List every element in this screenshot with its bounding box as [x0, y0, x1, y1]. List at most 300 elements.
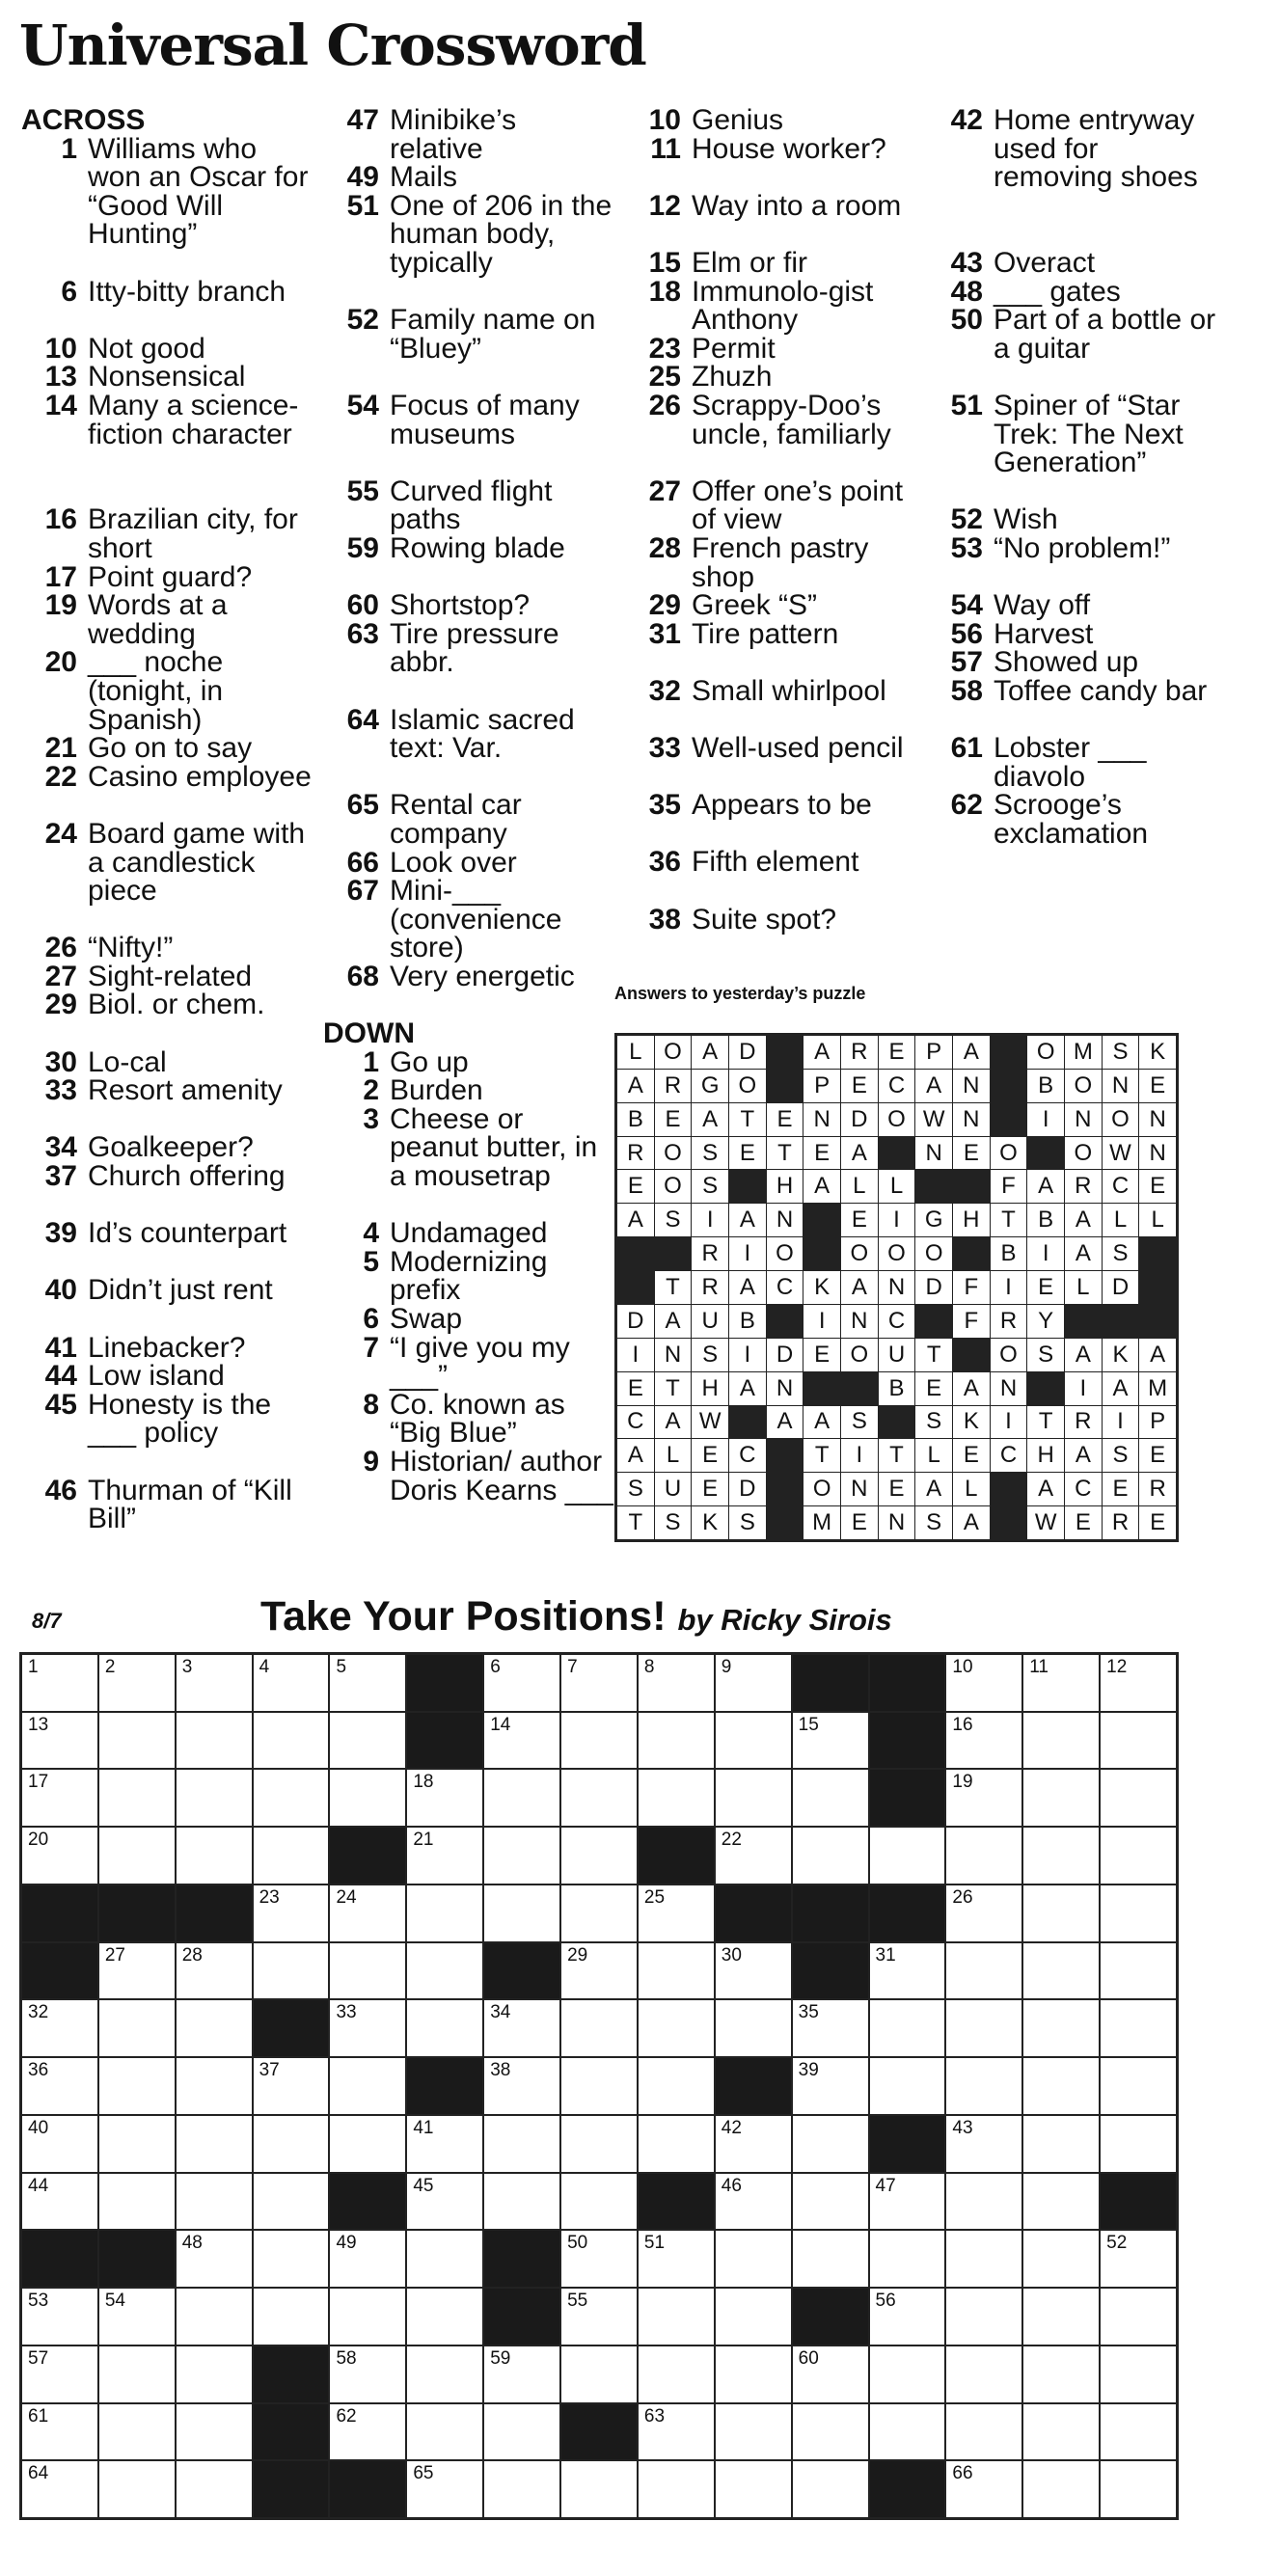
clue-number: 41	[44, 1331, 77, 1364]
grid-cell[interactable]	[99, 2404, 175, 2460]
grid-cell[interactable]	[484, 2116, 559, 2172]
grid-cell[interactable]	[99, 2346, 175, 2402]
answer-letter: N	[767, 1372, 803, 1405]
clue	[625, 674, 919, 734]
grid-cell[interactable]	[177, 2174, 252, 2230]
answer-letter: E	[1065, 1506, 1102, 1539]
grid-cell[interactable]	[99, 1655, 175, 1711]
grid-cell[interactable]	[330, 1655, 405, 1711]
answer-letter: L	[655, 1439, 692, 1472]
grid-cell[interactable]	[639, 1770, 714, 1826]
grid-cell[interactable]	[639, 2000, 714, 2056]
grid-cell[interactable]	[561, 2231, 637, 2287]
grid-cell[interactable]	[1101, 2116, 1176, 2172]
grid-cell[interactable]	[177, 2289, 252, 2345]
grid-cell[interactable]	[177, 2461, 252, 2517]
grid-cell[interactable]	[407, 1770, 482, 1826]
answer-black-square	[953, 1339, 990, 1371]
answer-black-square	[991, 1506, 1027, 1539]
grid-cell[interactable]	[716, 2116, 791, 2172]
grid-cell[interactable]	[407, 2116, 482, 2172]
grid-cell[interactable]	[639, 1943, 714, 1999]
grid-cell[interactable]	[484, 2404, 559, 2460]
grid-cell[interactable]	[561, 1770, 637, 1826]
grid-cell[interactable]	[484, 2000, 559, 2056]
grid-cell[interactable]	[22, 2058, 97, 2114]
grid-cell[interactable]	[561, 2289, 637, 2345]
cell-number: 63	[643, 2405, 666, 2427]
clue	[625, 332, 919, 365]
grid-cell[interactable]	[716, 1828, 791, 1884]
grid-cell[interactable]	[1023, 2000, 1099, 2056]
clue	[21, 1474, 315, 1535]
grid-cell[interactable]	[330, 1713, 405, 1769]
answer-black-square	[991, 1473, 1027, 1505]
grid-cell[interactable]	[254, 2058, 329, 2114]
grid-cell[interactable]	[484, 1713, 559, 1769]
clue-text: Zhuzh	[692, 361, 773, 393]
grid-cell[interactable]	[330, 2404, 405, 2460]
answer-letter: E	[729, 1137, 766, 1170]
grid-cell[interactable]	[793, 2461, 868, 2517]
clue-text: Not good	[88, 332, 205, 365]
grid-cell[interactable]	[407, 1828, 482, 1884]
answer-letter: B	[1027, 1204, 1064, 1236]
grid-cell[interactable]	[639, 1713, 714, 1769]
grid-cell[interactable]	[1023, 2174, 1099, 2230]
grid-cell[interactable]	[1101, 1885, 1176, 1941]
grid-cell[interactable]	[793, 2174, 868, 2230]
clue-column	[323, 106, 617, 1533]
black-square	[22, 1943, 97, 1999]
clue-number: 42	[950, 104, 983, 136]
grid-cell[interactable]	[946, 1770, 1021, 1826]
grid-cell[interactable]	[870, 2289, 945, 2345]
grid-cell[interactable]	[99, 2058, 175, 2114]
answer-letter: E	[953, 1439, 990, 1472]
grid-cell[interactable]	[870, 1943, 945, 1999]
clue	[323, 1448, 617, 1533]
grid-cell[interactable]	[561, 1885, 637, 1941]
grid-cell[interactable]	[330, 2346, 405, 2402]
grid-cell[interactable]	[639, 2058, 714, 2114]
clue-number: 11	[650, 132, 681, 165]
clue-text: Undamaged	[390, 1217, 548, 1250]
grid-cell[interactable]	[407, 2461, 482, 2517]
answer-letter: E	[953, 1137, 990, 1170]
answer-black-square	[915, 1305, 952, 1338]
grid-cell[interactable]	[870, 2231, 945, 2287]
grid-cell[interactable]	[1023, 2116, 1099, 2172]
black-square	[793, 2289, 868, 2345]
clue-text: Casino employee	[88, 760, 312, 793]
grid-cell[interactable]	[1101, 2058, 1176, 2114]
answer-letter: E	[841, 1204, 878, 1236]
answer-letter: B	[879, 1372, 915, 1405]
clue-number: 26	[44, 932, 77, 964]
grid-cell[interactable]	[561, 1828, 637, 1884]
grid-cell[interactable]	[793, 2058, 868, 2114]
grid-cell[interactable]	[330, 1770, 405, 1826]
grid-cell[interactable]	[254, 1828, 329, 1884]
grid-cell[interactable]	[793, 1770, 868, 1826]
grid-cell[interactable]	[793, 1828, 868, 1884]
clue	[927, 791, 1221, 848]
clue-number: 4	[363, 1217, 379, 1250]
grid-cell[interactable]	[22, 2174, 97, 2230]
grid-cell[interactable]	[1101, 2231, 1176, 2287]
grid-cell[interactable]	[639, 2289, 714, 2345]
grid-cell[interactable]	[177, 2346, 252, 2402]
grid-cell[interactable]	[254, 2174, 329, 2230]
grid-cell[interactable]	[793, 1713, 868, 1769]
grid-cell[interactable]	[1023, 1713, 1099, 1769]
grid-cell[interactable]	[1101, 2289, 1176, 2345]
cell-number: 10	[952, 1657, 973, 1677]
grid-cell[interactable]	[561, 2346, 637, 2402]
grid-cell[interactable]	[22, 1655, 97, 1711]
grid-cell[interactable]	[330, 2289, 405, 2345]
grid-cell[interactable]	[22, 1828, 97, 1884]
cell-number: 23	[259, 1886, 280, 1908]
grid-cell[interactable]	[484, 2346, 559, 2402]
grid-cell[interactable]	[639, 2346, 714, 2402]
grid-cell[interactable]	[330, 2231, 405, 2287]
answer-letter: N	[841, 1305, 878, 1338]
grid-cell[interactable]	[639, 2231, 714, 2287]
grid-cell[interactable]	[561, 1713, 637, 1769]
grid-cell[interactable]	[946, 2174, 1021, 2230]
cell-number: 44	[28, 2175, 49, 2196]
grid-cell[interactable]	[484, 2058, 559, 2114]
grid-cell[interactable]	[870, 2346, 945, 2402]
grid-cell[interactable]	[793, 2346, 868, 2402]
grid-cell[interactable]	[330, 1885, 405, 1941]
answer-letter: A	[1065, 1439, 1102, 1472]
clue-text: Islamic sacred text: Var.	[390, 703, 575, 765]
grid-cell[interactable]	[177, 1655, 252, 1711]
grid-cell[interactable]	[793, 2116, 868, 2172]
grid-cell[interactable]	[1023, 1655, 1099, 1711]
grid-cell[interactable]	[716, 2404, 791, 2460]
clue-number: 56	[950, 617, 983, 650]
grid-cell[interactable]	[484, 1655, 559, 1711]
clue-text: Modernizing prefix	[390, 1245, 548, 1307]
answer-letter: E	[879, 1036, 915, 1069]
cell-number: 3	[181, 1657, 193, 1677]
grid-cell[interactable]	[639, 2461, 714, 2517]
grid-cell[interactable]	[716, 1713, 791, 1769]
grid-cell[interactable]	[99, 1828, 175, 1884]
grid-cell[interactable]	[99, 1713, 175, 1769]
grid-cell[interactable]	[22, 1713, 97, 1769]
grid-cell[interactable]	[946, 1655, 1021, 1711]
answer-letter: S	[915, 1406, 952, 1439]
grid-cell[interactable]	[946, 2461, 1021, 2517]
grid-cell[interactable]	[1101, 1655, 1176, 1711]
grid-cell[interactable]	[946, 2231, 1021, 2287]
clue-number: 38	[648, 903, 681, 935]
grid-cell[interactable]	[870, 1828, 945, 1884]
answer-letter: N	[841, 1473, 878, 1505]
clue-text: Greek “S”	[692, 589, 818, 622]
grid-cell[interactable]	[946, 1713, 1021, 1769]
clue-number: 37	[44, 1160, 77, 1193]
grid-cell[interactable]	[177, 2231, 252, 2287]
grid-cell[interactable]	[793, 2404, 868, 2460]
grid-cell[interactable]	[1023, 2231, 1099, 2287]
grid-cell[interactable]	[946, 1943, 1021, 1999]
grid-cell[interactable]	[254, 1943, 329, 1999]
answer-letter: N	[1103, 1070, 1139, 1102]
grid-cell[interactable]	[177, 1770, 252, 1826]
grid-cell[interactable]	[870, 2000, 945, 2056]
clue-number: 60	[346, 589, 379, 622]
grid-cell[interactable]	[946, 2058, 1021, 2114]
clue	[927, 106, 1221, 249]
answer-letter: I	[729, 1339, 766, 1371]
grid-cell[interactable]	[330, 2058, 405, 2114]
grid-cell[interactable]	[1101, 1943, 1176, 1999]
answer-letter: I	[1065, 1372, 1102, 1405]
clue	[323, 1388, 617, 1450]
grid-cell[interactable]	[870, 2174, 945, 2230]
clue-text: Curved flight paths	[390, 475, 553, 536]
grid-cell[interactable]	[254, 2116, 329, 2172]
grid-cell[interactable]	[1023, 1885, 1099, 1941]
grid-cell[interactable]	[99, 2000, 175, 2056]
grid-cell[interactable]	[716, 2346, 791, 2402]
grid-cell[interactable]	[22, 1770, 97, 1826]
cell-number: 59	[490, 2347, 511, 2369]
clue-text: Family name on “Bluey”	[390, 304, 596, 365]
cell-number: 5	[336, 1657, 347, 1677]
answer-black-square	[991, 1036, 1027, 1069]
grid-cell[interactable]	[946, 2289, 1021, 2345]
cell-number: 21	[413, 1830, 434, 1851]
answer-letter: N	[879, 1271, 915, 1304]
grid-cell[interactable]	[1023, 2461, 1099, 2517]
cell-number: 20	[28, 1830, 49, 1851]
answer-letter: D	[841, 1103, 878, 1136]
grid-cell[interactable]	[1101, 1828, 1176, 1884]
grid-cell[interactable]	[561, 2000, 637, 2056]
grid-cell[interactable]	[99, 2461, 175, 2517]
grid-cell[interactable]	[1023, 2346, 1099, 2402]
grid-cell[interactable]	[22, 2346, 97, 2402]
grid-cell[interactable]	[1023, 2404, 1099, 2460]
grid-cell[interactable]	[561, 1943, 637, 1999]
clue-text: Board game with a candlestick piece	[88, 817, 306, 908]
grid-cell[interactable]	[561, 2174, 637, 2230]
grid-cell[interactable]	[870, 2058, 945, 2114]
grid-cell[interactable]	[177, 1943, 252, 1999]
answer-letter: E	[841, 1506, 878, 1539]
clue-text: Didn’t just rent	[88, 1274, 273, 1307]
answer-letter: T	[655, 1372, 692, 1405]
grid-cell[interactable]	[639, 1885, 714, 1941]
black-square	[330, 2461, 405, 2517]
clue-text: Immunolo-gist Anthony	[692, 275, 874, 337]
grid-cell[interactable]	[22, 2000, 97, 2056]
grid-cell[interactable]	[177, 2404, 252, 2460]
grid-cell[interactable]	[946, 2404, 1021, 2460]
grid-cell[interactable]	[946, 1828, 1021, 1884]
clue-text: Co. known as “Big Blue”	[390, 1388, 565, 1450]
clue-number: 65	[346, 789, 379, 822]
clue-text: Rowing blade	[390, 531, 565, 564]
grid-cell[interactable]	[1023, 2058, 1099, 2114]
grid-cell[interactable]	[177, 2000, 252, 2056]
black-square	[22, 1885, 97, 1941]
clue-text: Honesty is the ___ policy	[88, 1388, 272, 1450]
grid-cell[interactable]	[946, 2116, 1021, 2172]
answer-letter: A	[1139, 1339, 1176, 1371]
grid-cell[interactable]	[1023, 1828, 1099, 1884]
grid-cell[interactable]	[1101, 1713, 1176, 1769]
grid-cell[interactable]	[561, 2058, 637, 2114]
grid-cell[interactable]	[22, 2289, 97, 2345]
grid-cell[interactable]	[484, 2174, 559, 2230]
grid-cell[interactable]	[716, 2461, 791, 2517]
clue-number: 33	[44, 1074, 77, 1107]
answer-letter: T	[879, 1439, 915, 1472]
grid-cell[interactable]	[99, 2116, 175, 2172]
clue-text: Mini-___ (convenience store)	[390, 875, 562, 964]
grid-cell[interactable]	[177, 1828, 252, 1884]
grid-cell[interactable]	[1101, 1770, 1176, 1826]
grid-cell[interactable]	[639, 1655, 714, 1711]
grid-cell[interactable]	[177, 1713, 252, 1769]
grid-cell[interactable]	[177, 2058, 252, 2114]
grid-cell[interactable]	[561, 1655, 637, 1711]
grid-cell[interactable]	[793, 2000, 868, 2056]
answer-letter: I	[879, 1204, 915, 1236]
grid-cell[interactable]	[99, 1770, 175, 1826]
grid-cell[interactable]	[1101, 2000, 1176, 2056]
grid-cell[interactable]	[254, 2289, 329, 2345]
grid-cell[interactable]	[330, 2000, 405, 2056]
grid-cell[interactable]	[484, 1828, 559, 1884]
clue-text: Goalkeeper?	[88, 1131, 254, 1164]
grid-cell[interactable]	[1023, 1943, 1099, 1999]
grid-cell[interactable]	[484, 1770, 559, 1826]
black-square	[177, 1885, 252, 1941]
grid-cell[interactable]	[716, 2289, 791, 2345]
grid-cell[interactable]	[716, 1943, 791, 1999]
grid-cell[interactable]	[716, 2174, 791, 2230]
grid-cell[interactable]	[99, 2174, 175, 2230]
grid-cell[interactable]	[407, 2000, 482, 2056]
grid-cell[interactable]	[561, 2116, 637, 2172]
grid-cell[interactable]	[99, 2289, 175, 2345]
puzzle-title: Take Your Positions!	[260, 1593, 667, 1640]
grid-cell[interactable]	[177, 2116, 252, 2172]
answer-letter: R	[1065, 1170, 1102, 1203]
grid-cell[interactable]	[716, 1655, 791, 1711]
grid-cell[interactable]	[22, 2461, 97, 2517]
clue	[625, 591, 919, 620]
grid-cell[interactable]	[946, 2346, 1021, 2402]
black-square	[407, 1655, 482, 1711]
clue-text: Historian/ author Doris Kearns ___	[390, 1446, 613, 1506]
clue-number: 29	[44, 989, 77, 1021]
grid-cell[interactable]	[330, 1943, 405, 1999]
clue	[927, 275, 1221, 308]
answer-letter: H	[767, 1170, 803, 1203]
grid-cell[interactable]	[946, 1885, 1021, 1941]
grid-cell[interactable]	[484, 1885, 559, 1941]
grid-cell[interactable]	[870, 2404, 945, 2460]
grid-cell[interactable]	[254, 1770, 329, 1826]
grid-cell[interactable]	[407, 2174, 482, 2230]
grid-cell[interactable]	[1101, 2461, 1176, 2517]
answer-letter: S	[729, 1506, 766, 1539]
grid-cell[interactable]	[716, 2231, 791, 2287]
grid-cell[interactable]	[716, 1770, 791, 1826]
clue	[21, 1388, 315, 1477]
grid-cell[interactable]	[407, 2346, 482, 2402]
answer-letter: P	[1139, 1406, 1176, 1439]
grid-cell[interactable]	[1101, 2346, 1176, 2402]
grid-cell[interactable]	[254, 2231, 329, 2287]
grid-cell[interactable]	[639, 2116, 714, 2172]
clue-number: 10	[648, 104, 681, 136]
answer-letter: L	[1103, 1204, 1139, 1236]
answer-letter: A	[953, 1372, 990, 1405]
answer-letter: D	[767, 1339, 803, 1371]
grid-cell[interactable]	[22, 2116, 97, 2172]
grid-cell[interactable]	[716, 2000, 791, 2056]
answer-letter: L	[953, 1473, 990, 1505]
grid-cell[interactable]	[330, 2116, 405, 2172]
black-square	[484, 2231, 559, 2287]
black-square	[716, 2058, 791, 2114]
grid-cell[interactable]	[254, 1713, 329, 1769]
grid-cell[interactable]	[254, 1885, 329, 1941]
grid-cell[interactable]	[639, 2404, 714, 2460]
clue-text: Swap	[390, 1303, 463, 1336]
clue	[21, 275, 315, 335]
clue	[21, 1331, 315, 1364]
grid-cell[interactable]	[22, 2404, 97, 2460]
clue-text: Biol. or chem.	[88, 989, 265, 1021]
grid-cell[interactable]	[407, 2404, 482, 2460]
grid-cell[interactable]	[407, 1885, 482, 1941]
grid-cell[interactable]	[1023, 1770, 1099, 1826]
grid-cell[interactable]	[793, 2231, 868, 2287]
answer-letter: K	[692, 1506, 728, 1539]
grid-cell[interactable]	[407, 2231, 482, 2287]
answer-letter: A	[841, 1137, 878, 1170]
grid-cell[interactable]	[407, 1943, 482, 1999]
clue-number: 21	[44, 732, 77, 765]
grid-cell[interactable]	[1101, 2404, 1176, 2460]
clue-number: 12	[648, 189, 681, 222]
answer-black-square	[617, 1271, 654, 1304]
clue-text: Way off	[994, 589, 1091, 622]
grid-cell[interactable]	[99, 1943, 175, 1999]
grid-cell[interactable]	[946, 2000, 1021, 2056]
grid-cell[interactable]	[484, 2461, 559, 2517]
clue-text: Sight-related	[88, 960, 253, 992]
grid-cell[interactable]	[407, 2289, 482, 2345]
cell-number: 15	[798, 1714, 819, 1735]
grid-cell[interactable]	[561, 2461, 637, 2517]
clue-number: 34	[44, 1131, 77, 1164]
grid-cell[interactable]	[1023, 2289, 1099, 2345]
grid-cell[interactable]	[254, 1655, 329, 1711]
